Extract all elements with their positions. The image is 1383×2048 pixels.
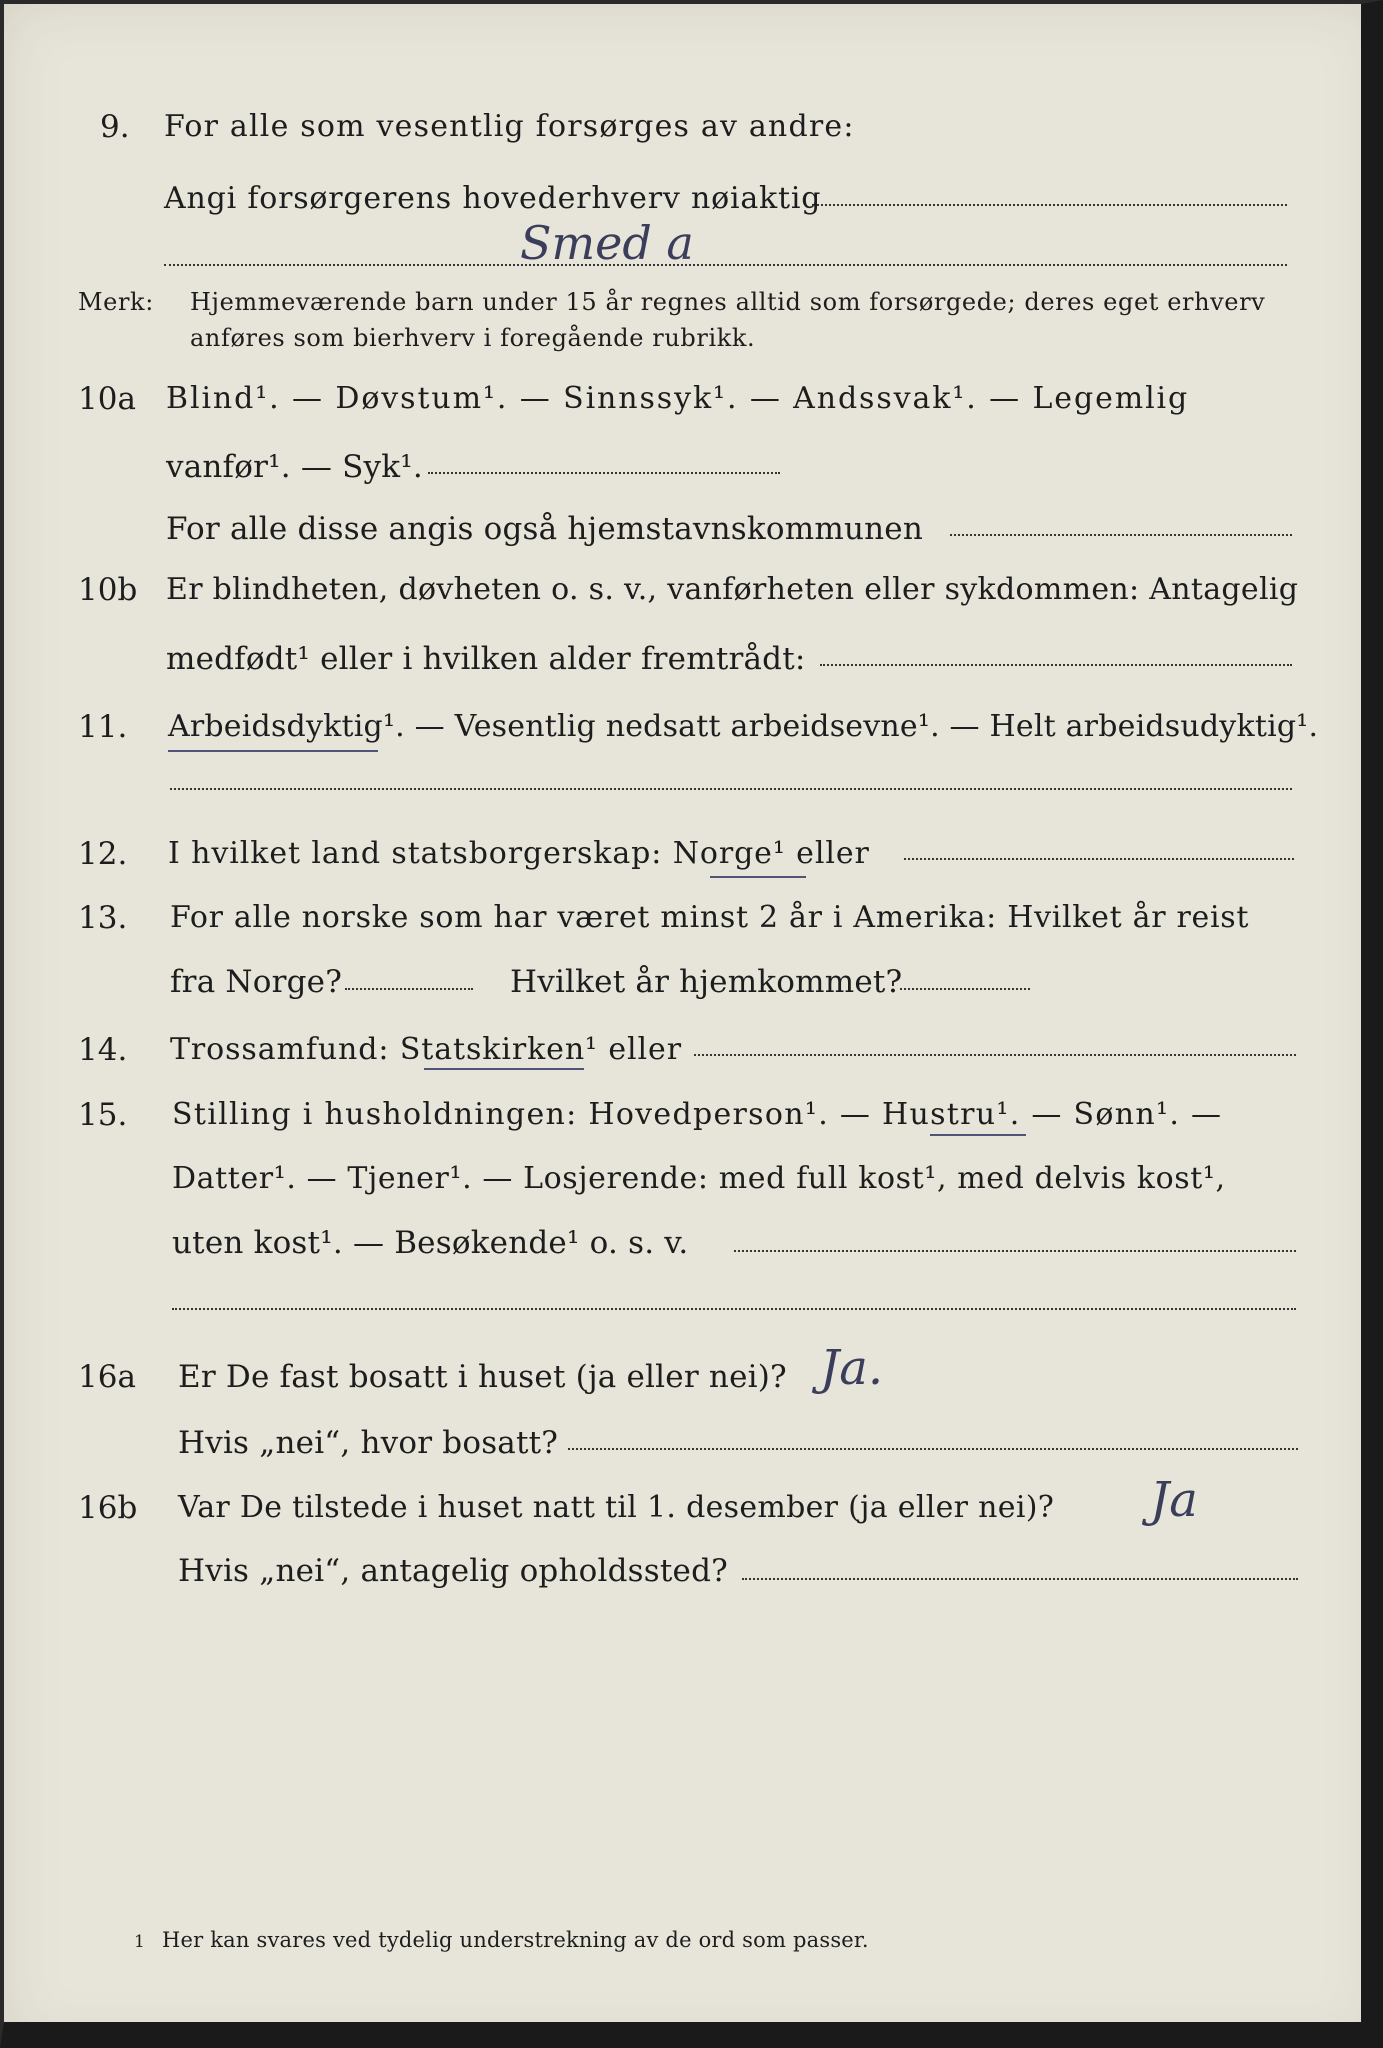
q9-line2: Angi forsørgerens hovederhverv nøiaktig — [164, 181, 822, 216]
q10a-dotted-line-2 — [950, 534, 1292, 536]
q15-line3: uten kost¹. — Besøkende¹ o. s. v. — [172, 1225, 689, 1261]
q9-dotted-line-2 — [164, 264, 1287, 266]
q9-dotted-line-1 — [812, 204, 1287, 206]
q16b-dotted-line — [742, 1578, 1298, 1580]
q10b-number: 10b — [78, 572, 138, 608]
q16a-line2: Hvis „nei“, hvor bosatt? — [178, 1425, 559, 1461]
q10b-dotted-line — [820, 664, 1292, 666]
q13-number: 13. — [78, 900, 128, 936]
q15-line1: Stilling i husholdningen: Hovedperson¹. — Hustru¹. — Sønn¹. — — [172, 1097, 1223, 1132]
q13-dotted-line-2 — [900, 988, 1030, 990]
footnote-mark: 1 — [134, 1932, 146, 1952]
q10a-line2: vanfør¹. — Syk¹. — [166, 449, 423, 485]
merk-label: Merk: — [78, 288, 154, 316]
q12-number: 12. — [78, 836, 128, 872]
q14-dotted-line — [694, 1054, 1296, 1056]
q12-dotted-line — [904, 858, 1294, 860]
q12-line1: I hvilket land statsborgerskap: Norge¹ eller — [168, 836, 870, 871]
merk-line1: Hjemmeværende barn under 15 år regnes alltid som forsørgede; deres eget erhverv — [190, 288, 1266, 316]
q15-underline-hustru — [930, 1134, 1026, 1136]
merk-line2: anføres som bierhverv i foregående rubrikk. — [190, 324, 756, 352]
q13-line1: For alle norske som har været minst 2 år i Amerika: Hvilket år reist — [170, 900, 1250, 935]
q15-line2: Datter¹. — Tjener¹. — Losjerende: med full kost¹, med delvis kost¹, — [172, 1161, 1226, 1196]
q11-line1: Arbeidsdyktig¹. — Vesentlig nedsatt arbeidsevne¹. — Helt arbeidsudyktig¹. — [168, 709, 1319, 744]
q11-underline-arbeidsdyktig — [168, 750, 378, 752]
q16a-line1: Er De fast bosatt i huset (ja eller nei)? — [178, 1359, 787, 1395]
q10a-dotted-line-1 — [428, 472, 780, 474]
q16b-line2: Hvis „nei“, antagelig opholdssted? — [178, 1553, 728, 1589]
footnote-text: Her kan svares ved tydelig understrekning av de ord som passer. — [162, 1928, 869, 1952]
q16a-dotted-line — [568, 1448, 1298, 1450]
q16a-handwritten-answer[interactable]: Ja. — [820, 1340, 884, 1396]
q16a-number: 16a — [78, 1359, 136, 1395]
q15-dotted-line-2 — [172, 1308, 1296, 1310]
q10b-line2: medfødt¹ eller i hvilken alder fremtrådt: — [166, 641, 806, 677]
q13-line2b: Hvilket år hjemkommet? — [510, 964, 903, 1000]
q16b-line1: Var De tilstede i huset natt til 1. desember (ja eller nei)? — [178, 1490, 1055, 1525]
q16b-handwritten-answer[interactable]: Ja — [1150, 1472, 1198, 1528]
q9-number: 9. — [100, 109, 130, 145]
q10a-line1: Blind¹. — Døvstum¹. — Sinnssyk¹. — Andssvak¹. — Legemlig — [166, 381, 1190, 416]
q15-dotted-line-1 — [734, 1250, 1296, 1252]
q15-number: 15. — [78, 1097, 128, 1133]
q14-underline-statskirken — [424, 1068, 584, 1070]
q11-number: 11. — [78, 709, 128, 745]
q14-number: 14. — [78, 1032, 128, 1068]
q16b-number: 16b — [78, 1490, 138, 1526]
q10a-line3: For alle disse angis også hjemstavnskommunen — [166, 511, 923, 547]
q9-handwritten-answer[interactable]: Smed a — [520, 216, 694, 270]
q14-line1: Trossamfund: Statskirken¹ eller — [170, 1032, 682, 1067]
q13-line2a: fra Norge? — [170, 964, 343, 1000]
q10b-line1: Er blindheten, døvheten o. s. v., vanførheten eller sykdommen: Antagelig — [166, 572, 1299, 607]
q12-underline-norge — [710, 876, 806, 878]
q10a-number: 10a — [78, 381, 136, 417]
q9-line1: For alle som vesentlig forsørges av andre: — [164, 109, 855, 144]
q11-dotted-line — [170, 788, 1292, 790]
q13-dotted-line-1 — [345, 988, 473, 990]
